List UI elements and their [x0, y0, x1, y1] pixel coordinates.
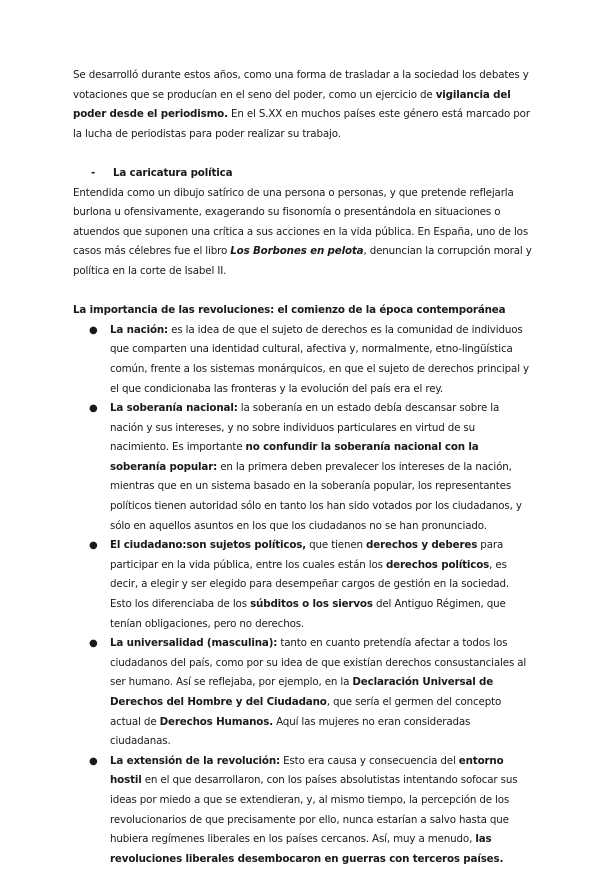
list-item-nacion: ● La nación: es la idea de que el sujeto de derechos es la comunidad de individuos que comparten una identidad cultural, afectiva y, normalmente, etno-lingüística común, frente a los sistemas monárquicos, en que el sujeto de derechos principal y el que condicionaba las fronteras y la evolución del país era el rey.: [73, 321, 533, 399]
intro-paragraph: Se desarrolló durante estos años, como una forma de trasladar a la sociedad los debates y votaciones que se producían en el seno del poder, como un ejercicio de vigilancia del poder desde el periodismo. En el S.XX en muchos países este género está marcado por la lucha de periodistas para poder realizar su trabajo.: [73, 69, 530, 140]
bullet-marker: ●: [89, 755, 98, 767]
document-page: [73, 66, 533, 869]
bullet-marker: ●: [89, 638, 98, 650]
bullet-marker: ●: [89, 540, 98, 552]
caricatura-paragraph: Entendida como un dibujo satírico de una persona o personas, y que pretende reflejarla burlona u ofensivamente, exagerando su fisonomía o presentándola en situaciones o atuendos que suponen una crítica a sus acciones en la vida pública. En España, uno de los casos más célebres fue el libro Los Borbones en pelota, denuncian la corrupción moral y política en la corte de Isabel II.: [73, 186, 532, 277]
list-item-ciudadano: ● El ciudadano:son sujetos políticos, que tienen derechos y deberes para participar en la vida pública, entre los cuales están los derechos políticos, es decir, a elegir y ser elegido para desempeñar cargos de gestión en la sociedad. Esto los diferenciaba de los súbditos o los siervos del Antiguo Régimen, que tenían obligaciones, pero no derechos.: [73, 536, 533, 634]
list-item-soberania: ● La soberanía nacional: la soberanía en un estado debía descansar sobre la nación y sus intereses, y no sobre individuos particulares en virtud de su nacimiento. Es importante no confundir la soberanía nacional con la soberanía popular: en la primera deben prevalecer los intereses de la nación, mientras que en un sistema basado en la soberanía popular, los representantes políticos tienen autoridad sólo en tanto los han sido votados por los ciudadanos, y sólo en aquellos asuntos en los que los ciudadanos no se han pronunciado.: [73, 399, 533, 536]
list-item-extension: ● La extensión de la revolución: Esto era causa y consecuencia del entorno hostil en el que desarrollaron, con los países absolutistas intentando sofocar sus ideas por miedo a que se extendieran, y, al mismo tiempo, la percepción de los revolucionarios de que precisamente por ello, nunca estarían a salvo hasta que hubiera regímenes liberales en los países cercanos. Así, muy a menudo, las revoluciones liberales desembocaron en guerras con terceros países.: [73, 752, 533, 869]
caricatura-heading: - La caricatura política: [73, 164, 533, 184]
dash-marker: -: [91, 166, 96, 179]
revoluciones-list: [73, 321, 533, 869]
bullet-marker: ●: [89, 324, 98, 336]
list-item-universalidad: ● La universalidad (masculina): tanto en cuanto pretendía afectar a todos los ciudadanos del país, como por su idea de que existían derechos consustanciales al ser humano. Así se reflejaba, por ejemplo, en la Declaración Universal de Derechos del Hombre y del Ciudadano, que sería el germen del concepto actual de Derechos Humanos. Aquí las mujeres no eran consideradas ciudadanas.: [73, 634, 533, 752]
bullet-marker: ●: [89, 403, 98, 415]
section-title: La importancia de las revoluciones: el comienzo de la época contemporánea: [73, 304, 506, 317]
